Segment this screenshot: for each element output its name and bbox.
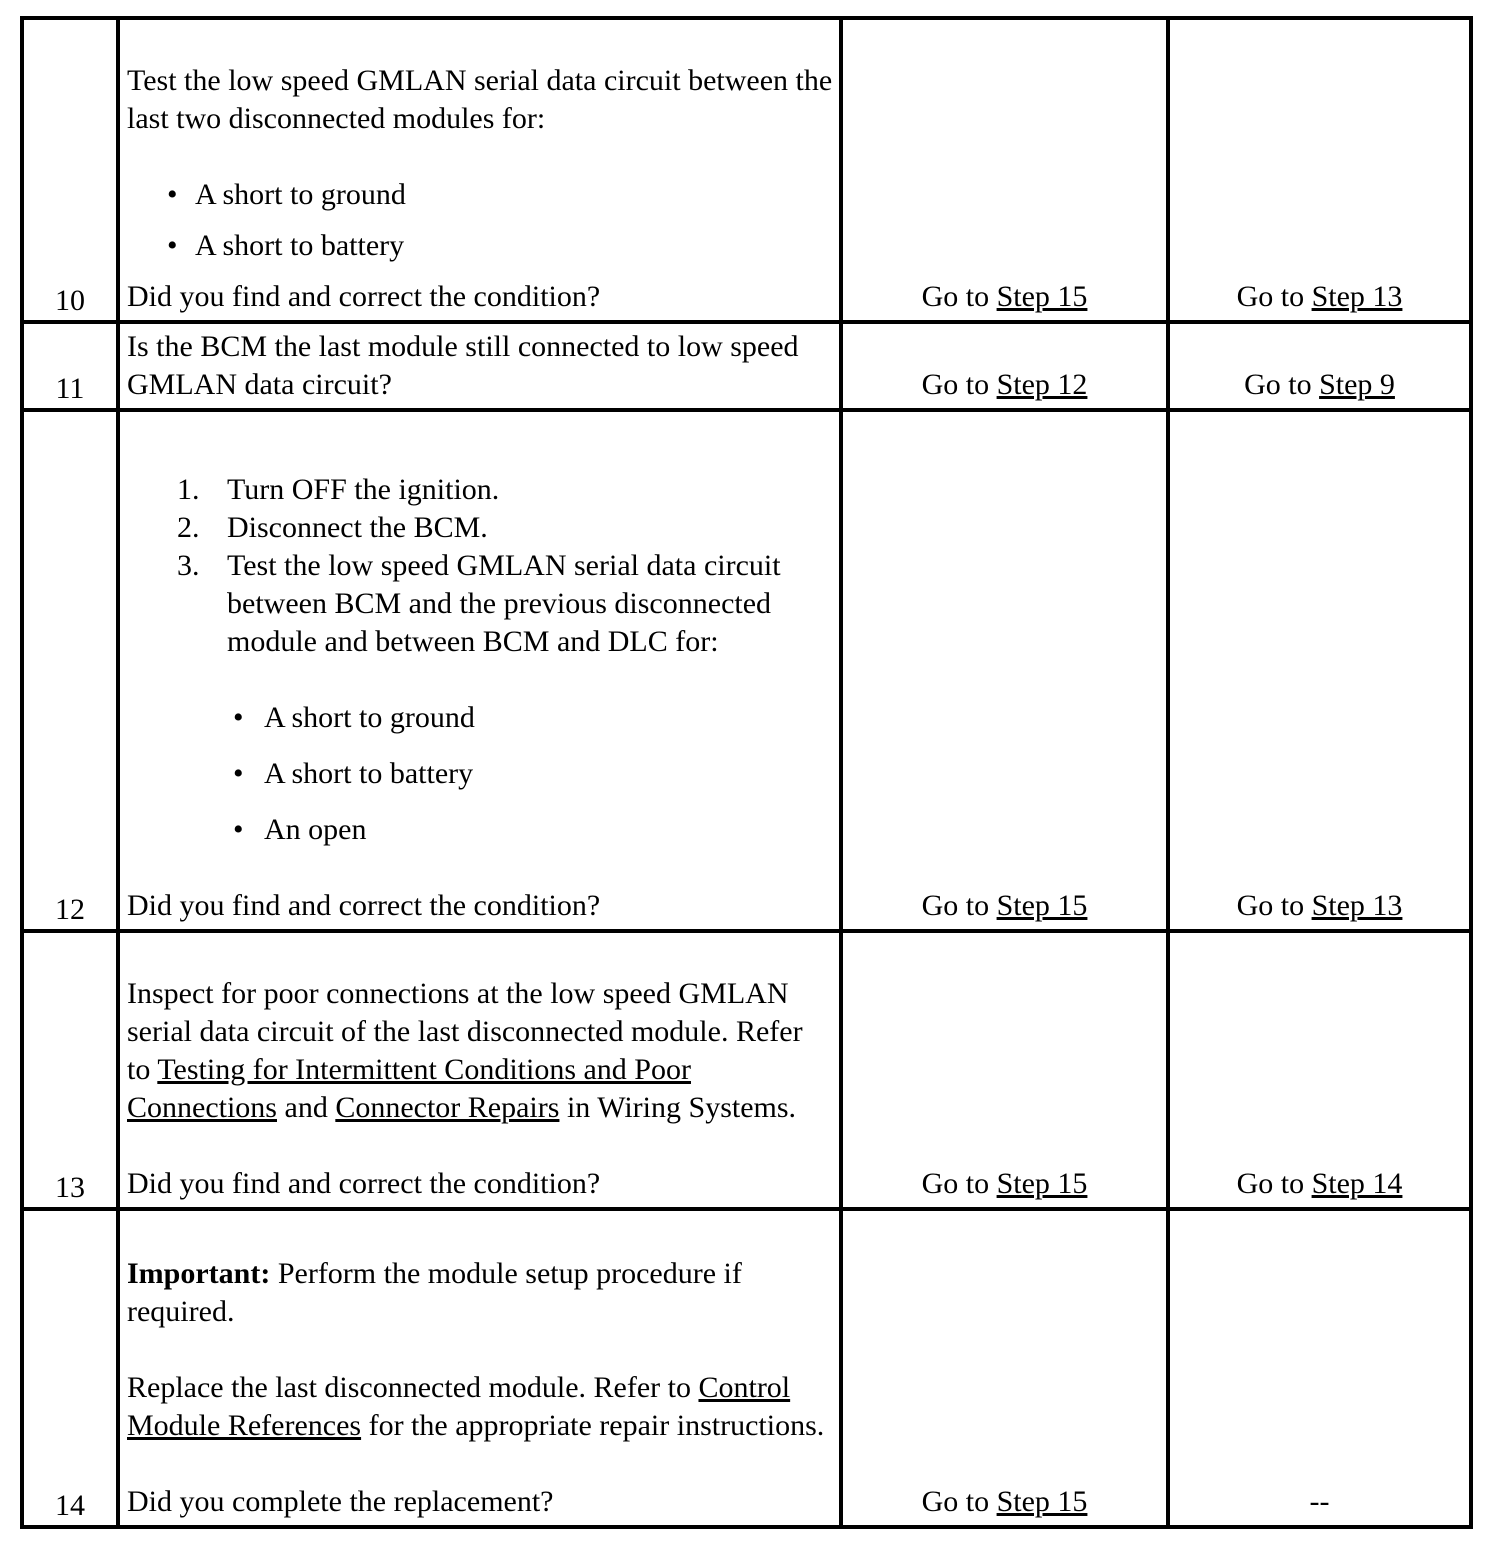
action-text: Inspect for poor connections at the low speed GMLAN serial data circuit of the last disconnected module. Refer to [127, 977, 803, 1086]
step-row [22, 1209, 1471, 1527]
yes-step-link[interactable]: Step 15 [996, 889, 1088, 922]
yes-prefix: Go to [921, 1167, 990, 1200]
important-label: Important: [127, 1257, 271, 1290]
bullet-list [127, 176, 833, 278]
step-action [118, 410, 841, 931]
no-text: -- [1309, 1485, 1330, 1518]
no-cell [1168, 18, 1471, 322]
yes-step-link[interactable]: Step 12 [996, 368, 1088, 401]
connector-repairs-link[interactable]: Connector Repairs [335, 1091, 560, 1124]
step-question: Did you find and correct the condition? [127, 889, 601, 922]
step-row [22, 410, 1471, 931]
step-number: 11 [22, 322, 118, 410]
item-number: 2. [177, 511, 200, 544]
no-cell [1168, 1209, 1471, 1527]
item-number: 3. [177, 549, 200, 582]
yes-step-link[interactable]: Step 15 [996, 1167, 1088, 1200]
item-text: Test the low speed GMLAN serial data circuit between BCM and the previous disconnected module and between BCM and DLC for: [227, 549, 781, 658]
no-cell [1168, 410, 1471, 931]
bullet-item: • A short to battery [127, 755, 833, 811]
no-step-link[interactable]: Step 13 [1311, 280, 1403, 313]
step-row [22, 931, 1471, 1209]
item-number: 1. [177, 473, 200, 506]
step-number: 12 [22, 410, 118, 931]
action-text: and [284, 1091, 328, 1124]
action-text: in Wiring Systems. [566, 1091, 797, 1124]
no-prefix: Go to [1244, 368, 1312, 401]
step-action [118, 931, 841, 1209]
diagnostic-steps-table [20, 16, 1473, 1529]
no-step-link[interactable]: Step 9 [1319, 368, 1395, 401]
action-text: for the appropriate repair instructions. [368, 1409, 825, 1442]
numbered-list [127, 471, 833, 661]
numbered-item [127, 509, 833, 547]
step-question: Did you find and correct the condition? [127, 280, 601, 313]
item-text: Disconnect the BCM. [227, 511, 488, 544]
yes-cell [841, 1209, 1168, 1527]
bullet-item: • An open [127, 811, 833, 867]
step-question: Did you complete the replacement? [127, 1485, 554, 1518]
no-cell [1168, 931, 1471, 1209]
bullet-item: • A short to battery [127, 227, 833, 278]
numbered-item [127, 471, 833, 509]
control-module-references-link[interactable]: Control Module References [127, 1371, 791, 1442]
important-text: Perform the module setup procedure if required. [127, 1257, 742, 1328]
step-row [22, 18, 1471, 322]
step-action [118, 322, 841, 410]
step-number: 10 [22, 18, 118, 322]
no-prefix: Go to [1236, 1167, 1305, 1200]
yes-prefix: Go to [921, 1485, 990, 1518]
no-cell [1168, 322, 1471, 410]
yes-step-link[interactable]: Step 15 [996, 1485, 1088, 1518]
step-number: 13 [22, 931, 118, 1209]
action-paragraph [127, 1369, 833, 1445]
bullet-item: • A short to ground [127, 699, 833, 755]
bullet-item: • A short to ground [127, 176, 833, 227]
step-question: Did you find and correct the condition? [127, 1167, 601, 1200]
important-note [127, 1255, 833, 1331]
yes-step-link[interactable]: Step 15 [996, 280, 1088, 313]
yes-prefix: Go to [921, 280, 990, 313]
action-text: Replace the last disconnected module. Refer to [127, 1371, 691, 1404]
yes-cell [841, 18, 1168, 322]
yes-cell [841, 410, 1168, 931]
no-step-link[interactable]: Step 13 [1311, 889, 1403, 922]
numbered-item [127, 547, 833, 661]
step-action [118, 18, 841, 322]
step-number: 14 [22, 1209, 118, 1527]
bullet-list [127, 699, 833, 867]
yes-cell [841, 322, 1168, 410]
no-prefix: Go to [1236, 889, 1305, 922]
yes-cell [841, 931, 1168, 1209]
step-row [22, 322, 1471, 410]
action-text: Test the low speed GMLAN serial data circuit between the last two disconnected modules for: [127, 64, 833, 135]
intermittent-conditions-link[interactable]: Testing for Intermittent Conditions and Poor Connections [127, 1053, 691, 1124]
step-question: Is the BCM the last module still connected to low speed GMLAN data circuit? [127, 330, 799, 401]
item-text: Turn OFF the ignition. [227, 473, 500, 506]
no-prefix: Go to [1236, 280, 1305, 313]
step-action [118, 1209, 841, 1527]
action-paragraph [127, 975, 833, 1127]
yes-prefix: Go to [921, 889, 990, 922]
yes-prefix: Go to [921, 368, 990, 401]
no-step-link[interactable]: Step 14 [1311, 1167, 1403, 1200]
